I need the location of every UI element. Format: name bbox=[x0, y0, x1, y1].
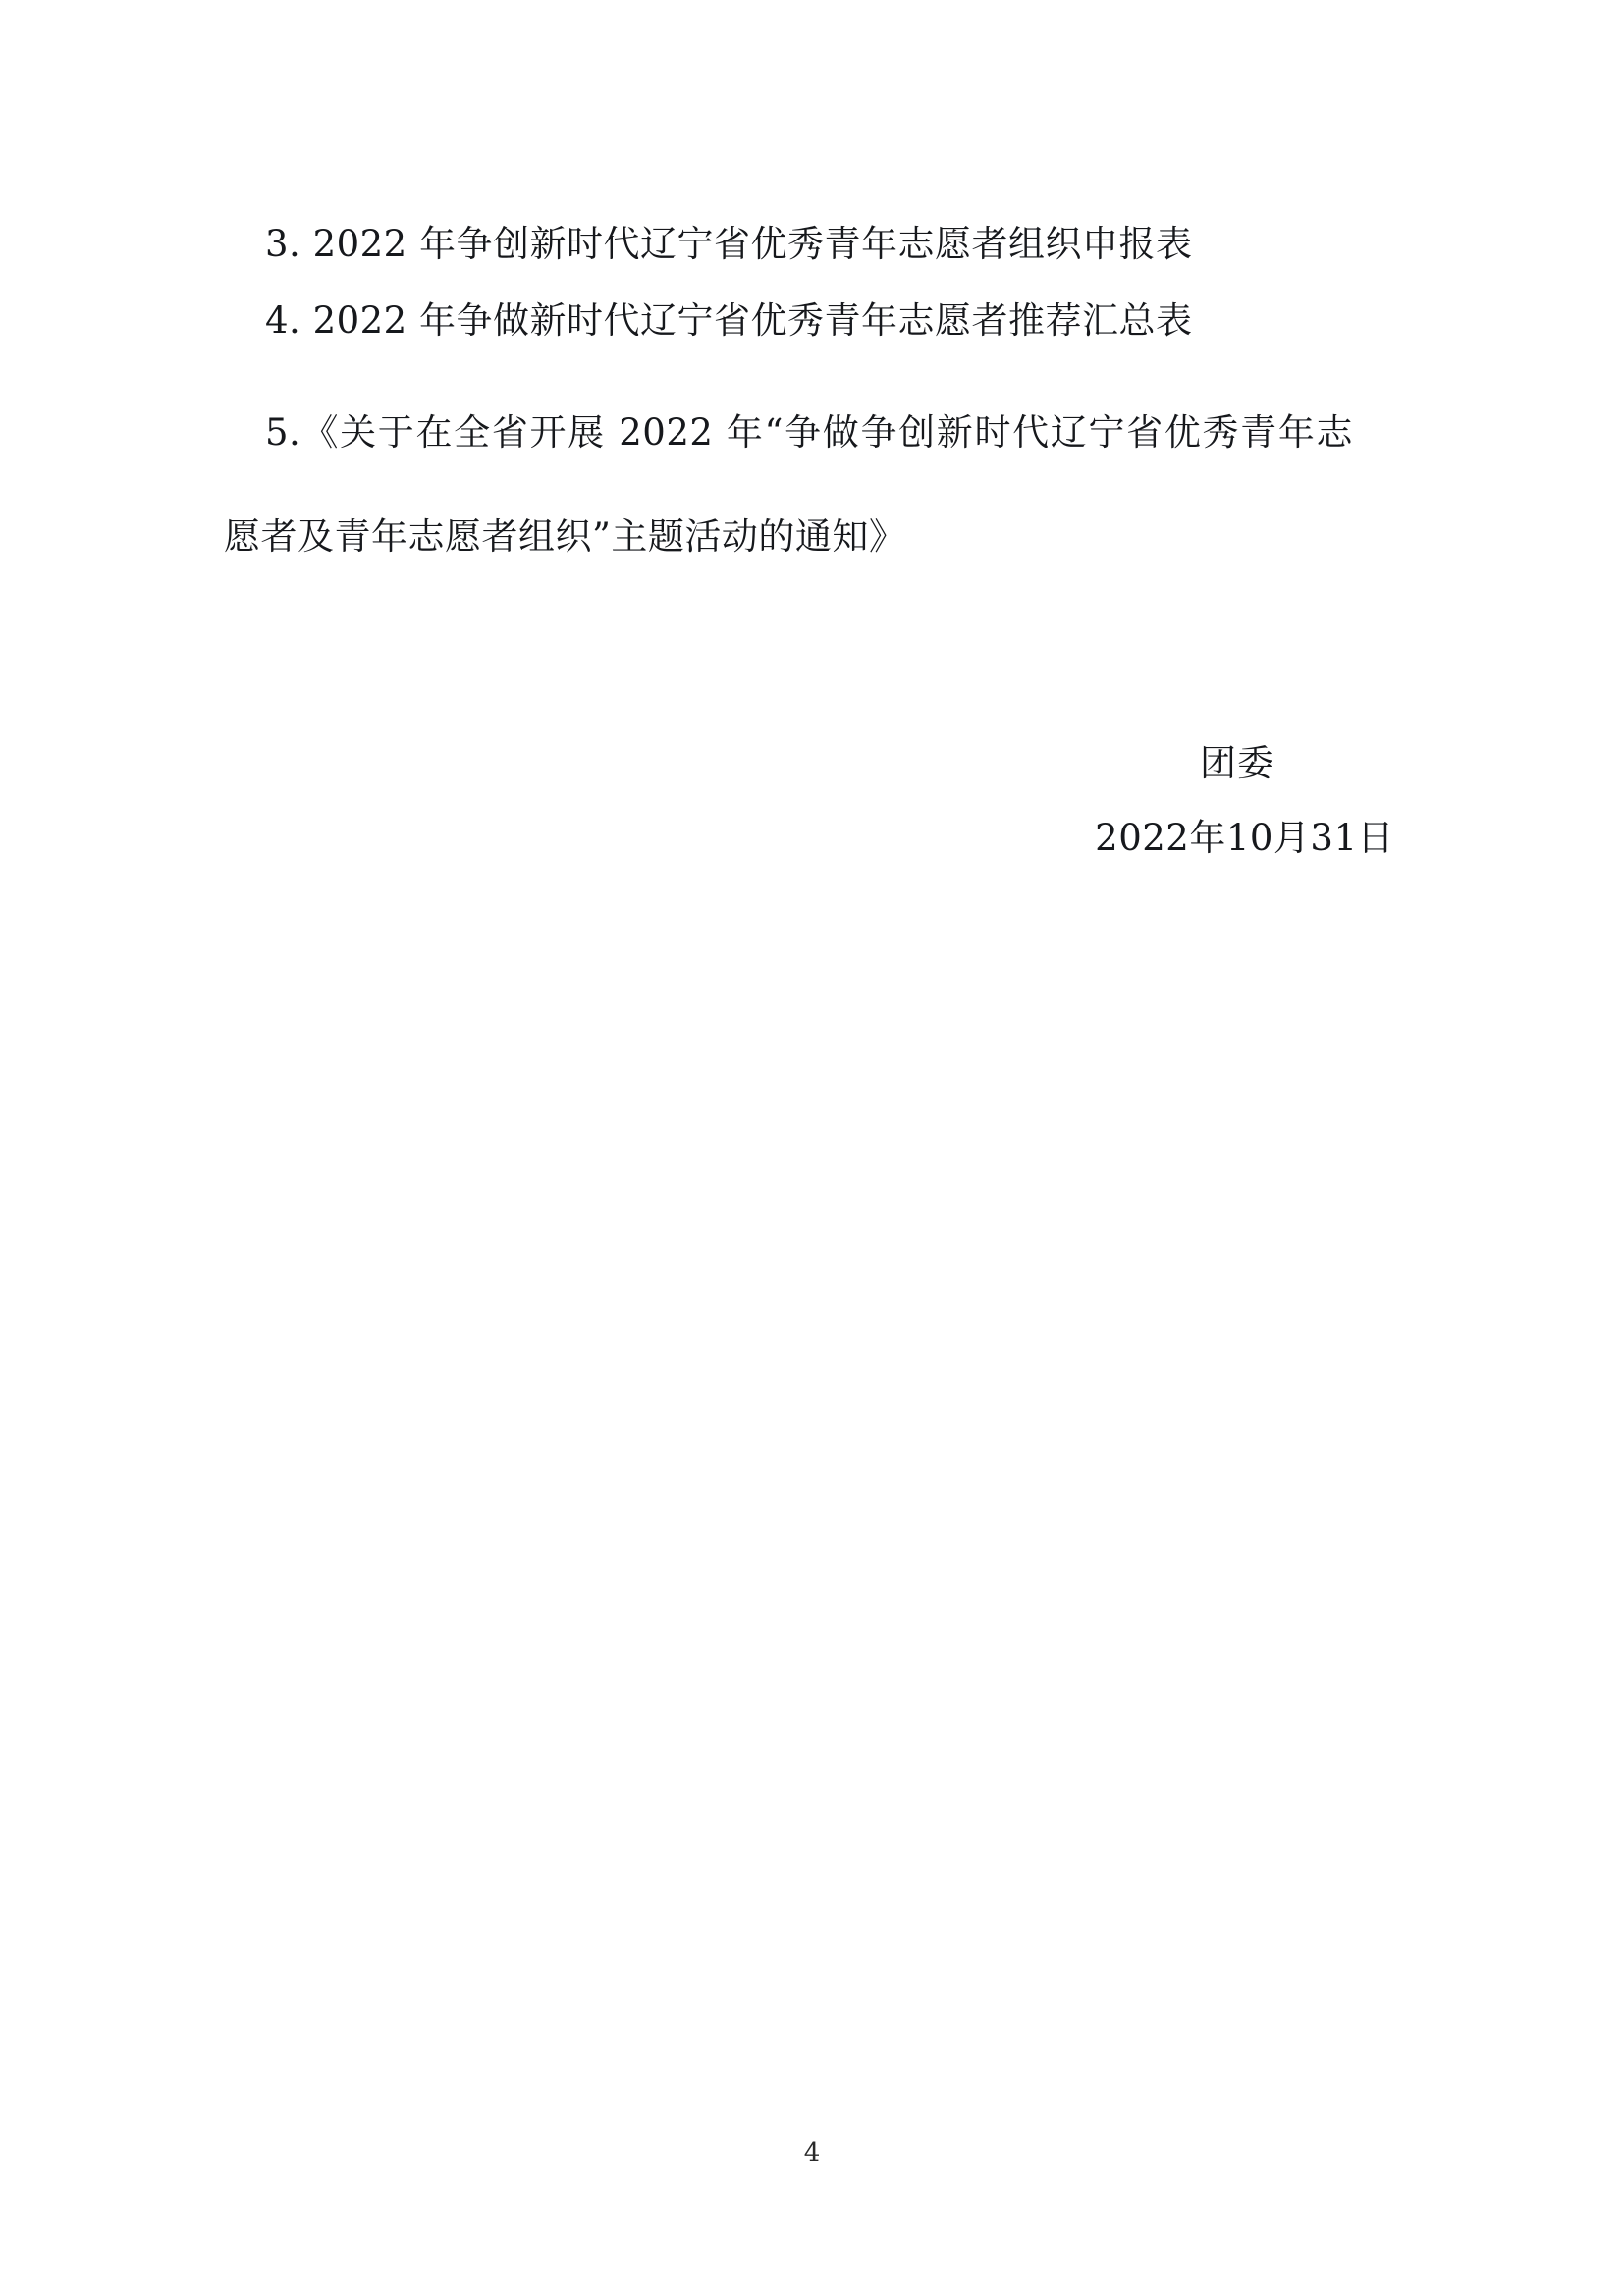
list-item: 4. 2022 年争做新时代辽宁省优秀青年志愿者推荐汇总表 bbox=[265, 299, 1193, 342]
page-number: 4 bbox=[803, 2138, 821, 2167]
document-body bbox=[224, 206, 1402, 589]
attachment-list bbox=[224, 206, 1402, 359]
signature-date: 2022年10月31日 bbox=[1095, 817, 1394, 859]
signature-organization: 团委 bbox=[1200, 742, 1274, 784]
attachment-paragraph: 5.《关于在全省开展 2022 年“争做争创新时代辽宁省优秀青年志愿者及青年志愿者组织”主题活动的通知》 bbox=[224, 411, 1353, 558]
list-item: 3. 2022 年争创新时代辽宁省优秀青年志愿者组织申报表 bbox=[265, 223, 1193, 265]
signature-block bbox=[224, 726, 1402, 876]
